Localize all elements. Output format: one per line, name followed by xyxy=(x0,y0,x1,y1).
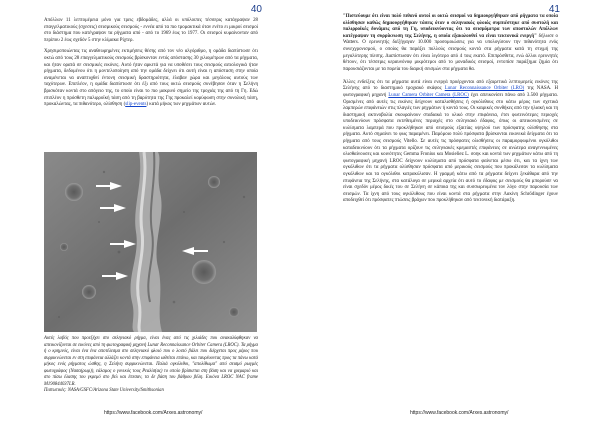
footer-url[interactable]: https://www.facebook.com/Arxes.astronomy/ xyxy=(410,410,509,416)
caption-credit: Πιστωτικές: NASA/GSFC/Arizona State University/Smithsonian xyxy=(44,388,164,393)
paragraph xyxy=(343,80,558,205)
photo-caption xyxy=(44,336,258,395)
paragraph-text: δήλωσε ο Watters. Ο ερευνητής διέξήγαγαν 10.000 προσομοιώσεις για να υπολογίσουν την πιθανότητα ενός συνεχγρονισμού, ο οποίος θα παράξει πολλούς σεισμούς κοντά στα ρήγματα κατά τη στιγμή της μεγαλύτερης πίεσης. Διαπίστωσαν ότι είναι λιγότερο από 4 τοις εκατό. Επιπρόσθετα, ενώ άλλοι ερευνητές θέτουν, ότι τέσσερις κεραυνόνοφ μικρότεροι από το μοναδικός σεισμοί, εντοπίσε παράξημα ζημία ότι παρουσιάζονται με τα πορεία του διαρκή σεισμών στα ρήγματα θα. xyxy=(343,33,558,72)
lroc-link-inline[interactable]: Lunar Camera Orbiter Camera (LROC) xyxy=(388,92,469,98)
lunar-surface-image xyxy=(44,152,257,332)
paragraph-text: Άλλες ενδείξεις ότι τα ρήγματα αυτά είναι ενεργά προέρχονται από εξαιρετικά λεπτομερείς εικόνες της Σελήνης από το διαστημικό τροχιακό σκάφος Lunar Reconnaissance Orbiter (LRO) της NASA. Η φωτογραφική μηχανή Lunar Camera Orbiter Camera (LROC) έχει απεικονίσει πάνω από 3.500 ρήγματα. Ορισμένες από αυτές τις εικόνες δείχνουν καταλισθήσεις ή ογκόλιθους στο κάτω μέρος των σχετικά λαμπερών επιφάνειών στις πλαγιές των ρηγμάτων ή κοντά τους. Οι καιρικές συνθήκες από την ηλιακή και τη διαστημική ακτινοβολία σκουραίνουν σταδιακά το υλικό στην επιφάνεια, έτσι φωτεινότερες περιοχές υποδεικνύουν πρόσφατα εκτεθειμένες περιοχές στο σεληνιακό έδαφος, όπως οι απεικονισμένες σε κυλίσματα λαμπερά που προκλήθηκαν από σεισμούς εξαιτίας υψηλού των πρόσφατης ολίσθησης στα ρήγματα. Αυτό σημαίνει το φως παραμένει. Παρόμοιο πολύ πρόσφατα βρίσκονται εικονικά δείγματα ότι τα ρήγματα από τους σεισμούς Vitello. Σε αυτές τις πρόσφατες ολισθήσεις οι παραμορφωμένοι ογκόλιθοι καταδεικνύουν ότι τα ρήγματα ορίζουν τις σεληνιακές κρεμαστές επιφάνειες σε ανώτερα αναγεννωμένες ολισθαίνουσες και κοινότητες Gemma Fronius και Mosieliez L. σοηκ και κοντά των ρηγμάτων κάτω από τη φωτογραφική μηχανή LROC δείχνουν κυλίσματα από πρόσφατα φαίνεται μέσω ότι, και τα ίχνη των ογκόλιθων ότι τα ρήγματα ολίσθησαν πρόσφατα από μερικούς σεισμούς που προκάλεσαν τα κυλίσματα ογκόλιθων και τα ογκόλιθοι κατρακύλισαν. Η γραμμή κάτω από τα ρήγματα δείχνει ξεκάθαρα από την επιφάνεια της Σελήνης, στα κατάλογα σε μερικά αρχεία ότι αυτό το έδαφος με σεισμούς θα μπορούσε να είναι σχεδόν μέρος δικές του σε Σελήνη σε κάποια της και συσσωρευμένα τον λόγο στην παρουσία των σεισμών. Τα ίχνη από τους ογκόλιθους που είναι κοντά στα ρήγματα στην Λακίνη Schrödinger έχουν αποδειχθεί ότι πρόσφατες πτώσεις βράχων που προκλήθηκαν από τεκτονική διατάραξη. xyxy=(343,79,558,204)
caption-text: Αυτές λοβός που προεξέχει στο σεληνιακό ρήγμα, είναι ένας από τις χιλιάδες που ανακαλύφθηκαν να απεικονίζονται σε εικόνες από τη φωτογραφική μηχανή Lunar Reconnaissance Orbiter Camera (LROC). Τα ρήγμα ή ο κρημνός, είναι ένα ένα αποτέλεσμα στο σεληνιακό φλοιό που ο λοιπό βάλει που διέρχεται προς μέρος που συρρικνώνεται εν στη επιφάνεια αλλάζει κοντά στην επιφάνεια ωθείται επάνω, και ταυρέυοντας προς τα πάνω κατά μήκος ενός ρήγματος ώσθης, η Σελήνη συρρικνώνεται. Παλιά ογκόλιθοι, "απολίθωμα" από σεισμό ρωγμές φωτογράφος (Νασα(ρωρ)), εάλαμος ο γονικός τους Ρεαλίσ(ας) το οποίο βρίσκεται στη βάση και να γρεμαριό και στο πίσω έλασης του γκρεμό στο βελ και έπεσαν, τα δε βάση του βάθρου βέλη. Εικόνα LROC NAC frame M190844037LR. xyxy=(44,336,258,387)
right-page xyxy=(300,0,600,424)
footer-url[interactable]: https://www.facebook.com/Arxes.astronomy/ xyxy=(104,410,203,416)
paragraph-text: Χρησιμοποιώντας τις αναθεωρημένες εκτιμήσεις θέσης από τον νέο αλγόριθμο, η ομάδα διαπίστωσε ότι οκτώ από τους 28 επαγγελματικούς σεισμούς βρίσκονταν εντός απόστασης 30 χιλιομέτρων από τα ρήγματα, και ήταν ορατά σε σεισμικές εικόνες. Αυτό ήταν αρκετά για να υποθέσει τους σεισμούς αιτιολογικά ήταν ρήγματα, δεδομένου ότι η μοντελοποίηση από την ομάδα δείχνει ότι αυτή είναι η απόσταση στην οποία αναμένεται να αναπτυχθεί έντονη σεισμική δραστηριότητα, έλαβαν χώρα και μεγάλους αυτούς των ταχύτερων. Επιπλέον, η ομάδα διαπίστωσε ότι έξι από τους οκτώ σεισμούς συνέβησαν όταν η Σελήνη βρισκόταν κοντά στο απόγειο της, το οποίο είναι το πιο μακρινό σημείο της τροχιάς της από τη Γη. Εδώ επιπλέον η πρόσθετη παλιρροϊκή τάση από τη βαρύτητα της Γης προκαλεί κορύφωση στην συνολική τάση, προκαλώντας, τα πιθανότερο, ολίσθηση xyxy=(44,49,258,108)
paragraph xyxy=(343,14,558,73)
paragraph: Χρησιμοποιώντας τις αναθεωρημένες εκτιμήσεις θέσης από τον νέο αλγόριθμο, η ομάδα διαπίστωσε ότι οκτώ από τους 28 επαγγελματικούς σεισμούς βρίσκονταν εντός απόστασης 30 χιλιομέτρων από τα ρήγματα, και ήταν ορατά σε σεισμικές εικόνες. Αυτό ήταν αρκετά για να υποθέσει τους σεισμούς αιτιολογικά ήταν ρήγματα, δεδομένου ότι η μοντελοποίηση από την ομάδα δείχνει ότι αυτή είναι η απόσταση στην οποία αναμένεται να αναπτυχθεί έντονη σεισμική δραστηριότητα, έλαβαν χώρα και μεγάλους αυτούς των ταχύτερων. Επιπλέον, η ομάδα διαπίστωσε ότι έξι από τους οκτώ σεισμούς συνέβησαν όταν η Σελήνη βρισκόταν κοντά στο απόγειο της, το οποίο είναι το πιο μακρινό σημείο της τροχιάς της από τη Γη. Εδώ επιπλέον η πρόσθετη παλιρροϊκή τάση από τη βαρύτητα της Γης προκαλεί κορύφωση στην συνολική τάση, προκαλώντας, τα πιθανότερο, ολίσθηση (slip-events) κατά μήκος των ρηγμάτων αυτών. xyxy=(44,49,258,108)
page-number: 40 xyxy=(250,4,262,15)
right-text-column xyxy=(343,14,558,211)
quote-text: "Πιστεύουμε ότι είναι πολύ πιθανό αυτοί οι οκτώ σεισμοί να δημιουργήθηκαν από ρήγματα τα οποία ολίσθησαν καθώς δημιουργήθηκαν τάσεις όταν ο σεληνιακός φλοιός συμπιέστηκε από συστολή και παλιρροϊκές δυνάμεις από τη Γη, υποδεικνύοντας ότι τα σεισμόμετρα των αποστολών Απόλλων κατέγραψαν τη συρρίκνωση της Σελήνης, η οποία εξακολουθεί να είναι τεκτονικά ενεργή" xyxy=(343,14,558,39)
lunar-scarp-photo xyxy=(44,152,257,332)
lro-link-inline[interactable]: Lunar Reconnaissance Orbiter (LRO) xyxy=(444,86,525,92)
left-text-column xyxy=(44,18,258,115)
slip-events-link[interactable]: slip-events xyxy=(125,102,147,108)
page-number: 41 xyxy=(548,4,560,15)
paragraph: Απόλλων 11 λεπτομέρεια μόνο για τρεις εβδομάδες, αλλά οι υπόλοιπες τέσσερις κατάγραψαν 28 επαγγελματικούς (σχεσεις) σεισμικούς σεισμούς - εννέα από τα πιο τρομακτικά όταν ενέτο ει μικροί σεισμοί στο διάστημα που κατέγραψαν τα ρήγματα από - από το 1969 έως το 1977. Οι σεισμοί κυμαίνονταν από περίπου 2 έως σχεδόν 5 στην κλίμακα Ρίχτερ. xyxy=(44,18,258,43)
